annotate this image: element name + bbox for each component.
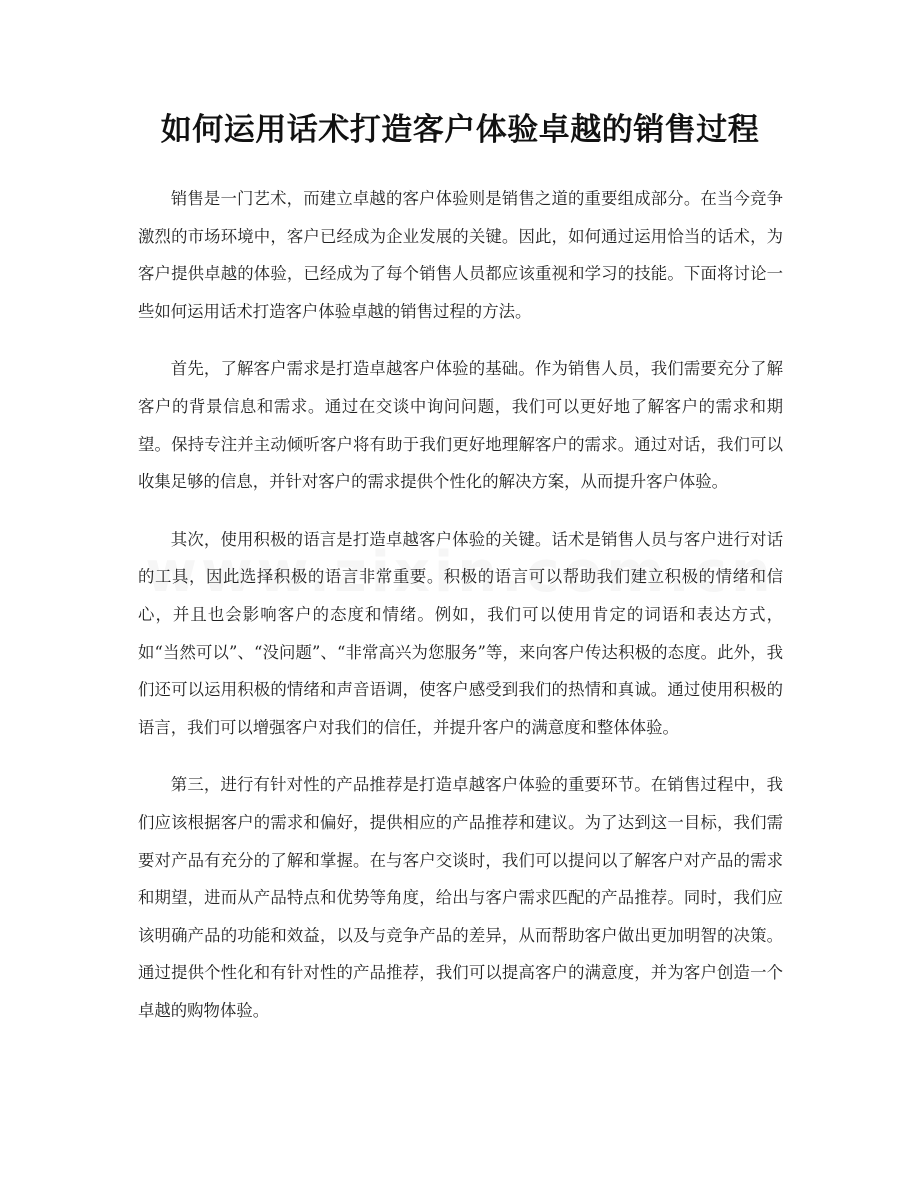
paragraph-understand-needs: 首先，了解客户需求是打造卓越客户体验的基础。作为销售人员，我们需要充分了解客户的背景信息和需求。通过在交谈中询问问题，我们可以更好地了解客户的需求和期望。保持专注并主动倾听客户将有助于我们更好地理解客户的需求。通过对话，我们可以收集足够的信息，并针对客户的需求提供个性化的解决方案，从而提升客户体验。	[138, 359, 783, 492]
paragraph-intro: 销售是一门艺术，而建立卓越的客户体验则是销售之道的重要组成部分。在当今竞争激烈的市场环境中，客户已经成为企业发展的关键。因此，如何通过运用恰当的话术，为客户提供卓越的体验，已经成为了每个销售人员都应该重视和学习的技能。下面将讨论一些如何运用话术打造客户体验卓越的销售过程的方法。	[138, 189, 783, 321]
paragraph-product-recommendation: 第三，进行有针对性的产品推荐是打造卓越客户体验的重要环节。在销售过程中，我们应该根据客户的需求和偏好，提供相应的产品推荐和建议。为了达到这一目标，我们需要对产品有充分的了解和掌握。在与客户交谈时，我们可以提问以了解客户对产品的需求和期望，进而从产品特点和优势等角度，给出与客户需求匹配的产品推荐。同时，我们应该明确产品的功能和效益，以及与竞争产品的差异，从而帮助客户做出更加明智的决策。通过提供个性化和有针对性的产品推荐，我们可以提高客户的满意度，并为客户创造一个卓越的购物体验。	[138, 775, 783, 1020]
page-title: 如何运用话术打造客户体验卓越的销售过程	[160, 112, 760, 148]
document-body	[138, 180, 783, 1049]
paragraph-positive-language: 其次，使用积极的语言是打造卓越客户体验的关键。话术是销售人员与客户进行对话的工具，因此选择积极的语言非常重要。积极的语言可以帮助我们建立积极的情绪和信心，并且也会影响客户的态度和情绪。例如，我们可以使用肯定的词语和表达方式，如“当然可以”、“没问题”、“非常高兴为您服务”等，来向客户传达积极的态度。此外，我们还可以运用积极的情绪和声音语调，使客户感受到我们的热情和真诚。通过使用积极的语言，我们可以增强客户对我们的信任，并提升客户的满意度和整体体验。	[138, 529, 783, 737]
